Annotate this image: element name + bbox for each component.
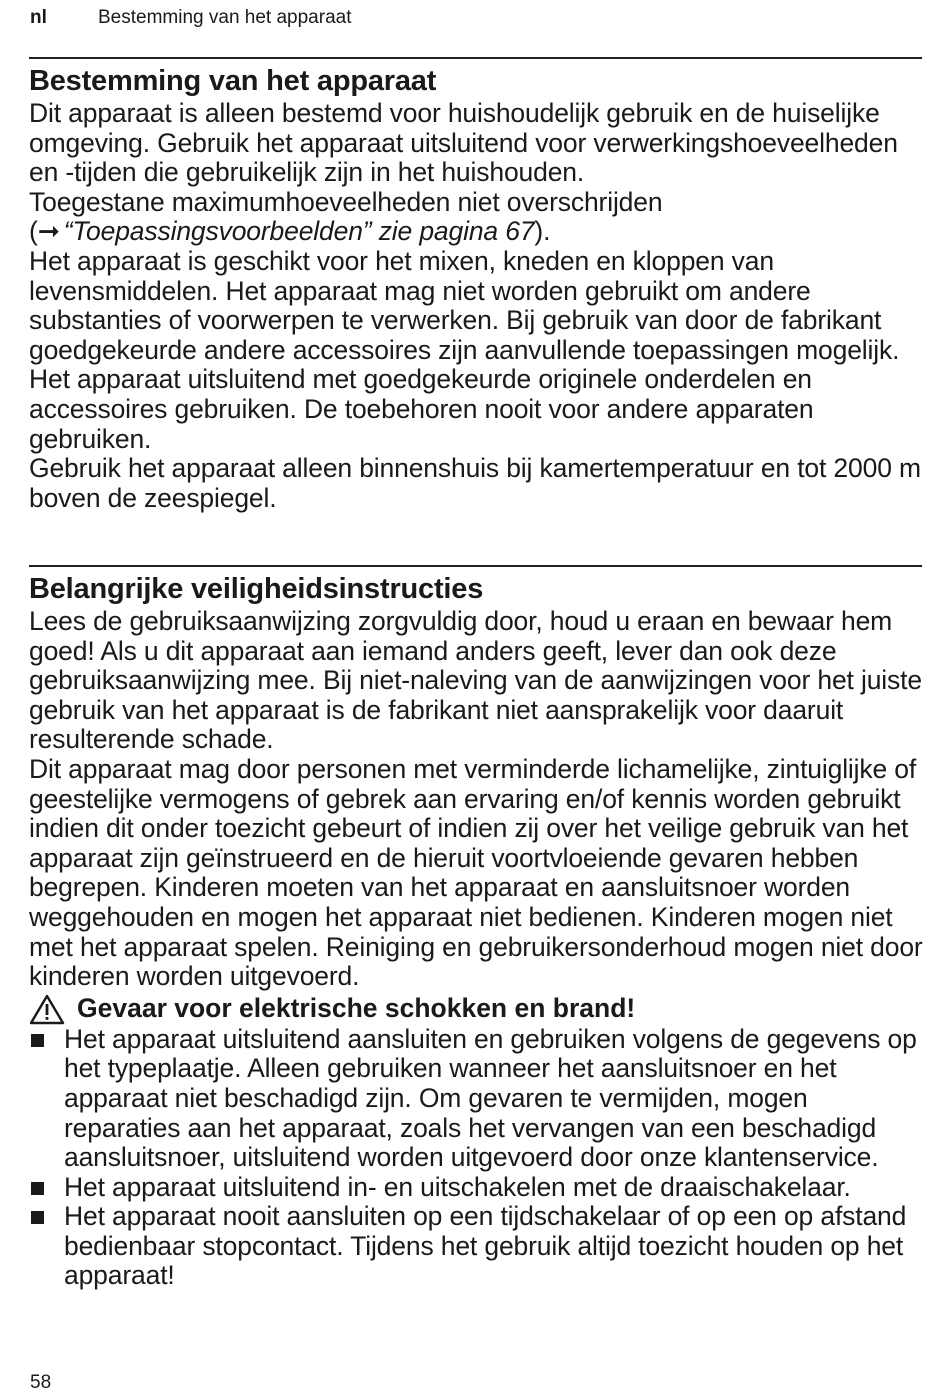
running-title: Bestemming van het apparaat xyxy=(98,7,352,28)
page-number: 58 xyxy=(30,1372,52,1393)
square-bullet-icon xyxy=(31,1211,44,1224)
section-divider-2 xyxy=(29,565,922,567)
safety-paragraph-2: Dit apparaat mag door personen met verminderde lichamelijke, zintuiglijke of geestelijke vermogens of gebrek aan ervaring en/of kennis worden gebruikt indien dit onder toezicht gebeurt of indien zij over het veilige gebruik van het apparaat zijn geïnstrueerd en de hieruit voortvloeiende gevaren hebben begrepen. Kinderen moeten van het apparaat en aansluitsnoer worden weggehouden en mogen het apparaat niet bedienen. Kinderen mogen niet met het apparaat spelen. Reiniging en gebruikersonderhoud mogen niet door kinderen worden uitgevoerd. xyxy=(29,753,923,992)
list-item-text: Het apparaat uitsluitend in- en uitschakelen met de draaischakelaar. xyxy=(64,1171,851,1202)
warning-triangle-icon xyxy=(29,994,65,1025)
list-item-text: Het apparaat nooit aansluiten op een tijdschakelaar of op een op afstand bedienbaar stopcontact. Tijdens het gebruik altijd toezicht houden op het apparaat! xyxy=(64,1201,907,1291)
open-paren: ( xyxy=(29,216,38,247)
section-safety-instructions xyxy=(29,571,926,1291)
section-title-safety: Belangrijke veiligheidsinstructies xyxy=(29,573,484,605)
list-item xyxy=(29,1025,926,1173)
close-paren: ). xyxy=(534,216,551,247)
list-item xyxy=(29,1173,926,1203)
square-bullet-icon xyxy=(31,1182,44,1195)
safety-paragraph-1: Lees de gebruiksaanwijzing zorgvuldig door, houd u eraan en bewaar hem goed! Als u dit apparaat aan iemand anders geeft, lever dan ook deze gebruiksaanwijzing mee. Bij niet-naleving van de aanwijzingen voor het juiste gebruik van het apparaat is de fabrikant niet aansprakelijk voor daaruit resulterende schade. xyxy=(29,606,922,755)
intended-use-paragraph-3: Het apparaat is geschikt voor het mixen, kneden en kloppen van levensmiddelen. Het apparaat mag niet worden gebruikt om andere substanties of voorwerpen te verwerken. Bij gebruik van door de fabrikant goedgekeurde andere accessoires zijn aanvullende toepassingen mogelijk. Het apparaat uitsluitend met goedgekeurde originele onderdelen en accessoires gebruiken. De toebehoren nooit voor andere apparaten gebruiken. xyxy=(29,245,900,454)
section-title-intended-use: Bestemming van het apparaat xyxy=(29,65,437,97)
list-item-text: Het apparaat uitsluitend aansluiten en gebruiken volgens de gegevens op het typeplaatje. Alleen gebruiken wanneer het aansluitsnoer en het apparaat niet beschadigd zijn. Om gevaren te vermijden, mogen reparaties aan het apparaat, zoals het vervangen van een beschadigd aansluitsnoer, uitsluitend worden uitgevoerd door onze klantenservice. xyxy=(64,1023,917,1173)
square-bullet-icon xyxy=(31,1034,44,1047)
language-code: nl xyxy=(30,7,47,28)
intended-use-paragraph-1: Dit apparaat is alleen bestemd voor huishoudelijk gebruik en de huiselijke omgeving. Gebruik het apparaat uitsluitend voor verwerkingshoeveelheden en -tijden die gebruikelijk zijn in het huishouden. xyxy=(29,98,898,188)
safety-bullet-list xyxy=(29,1025,926,1291)
page-header xyxy=(30,6,352,30)
section-intended-use xyxy=(29,63,926,513)
intended-use-paragraph-2 xyxy=(29,188,926,247)
arrow-right-icon: ➞ xyxy=(37,216,60,247)
max-quantities-text: Toegestane maximumhoeveelheden niet overschrijden xyxy=(29,186,663,217)
warning-heading xyxy=(29,994,926,1025)
warning-title-text: Gevaar voor elektrische schokken en brand! xyxy=(77,993,636,1024)
list-item xyxy=(29,1202,926,1291)
section-divider-1 xyxy=(29,57,922,59)
page-reference-link[interactable]: “Toepassingsvoorbeelden” zie pagina 67 xyxy=(63,216,535,247)
intended-use-paragraph-4: Gebruik het apparaat alleen binnenshuis bij kamertemperatuur en tot 2000 m boven de zeespiegel. xyxy=(29,453,921,513)
